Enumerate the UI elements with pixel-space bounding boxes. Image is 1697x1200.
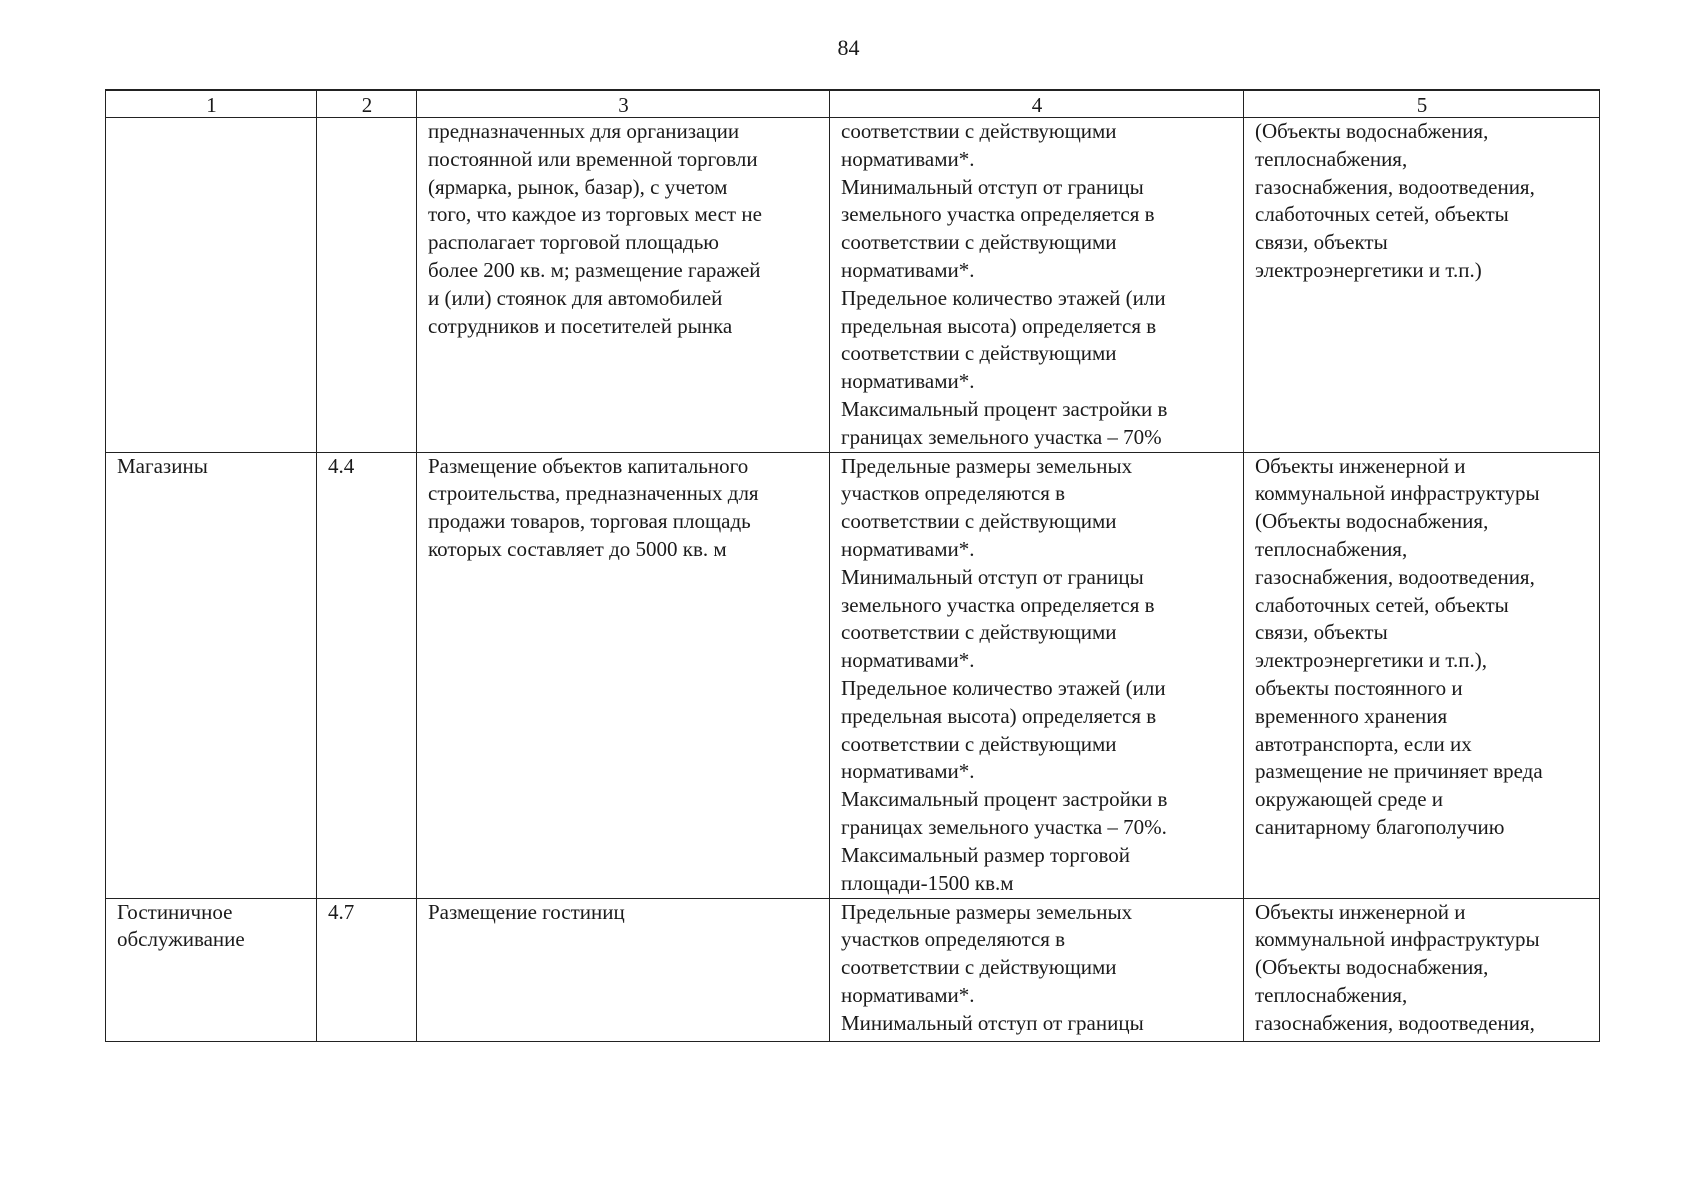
column-header-5: 5 [1244, 90, 1600, 118]
table-row-shops [106, 452, 1600, 898]
column-header-4: 4 [830, 90, 1244, 118]
cell-use-description: Размещение гостиниц [417, 898, 830, 1041]
cell-use-code [317, 118, 417, 453]
cell-use-name: Гостиничное обслуживание [106, 898, 317, 1041]
cell-auxiliary-uses: Объекты инженерной и коммунальной инфраструктуры (Объекты водоснабжения, теплоснабжения, газоснабжения, водоотведения, [1244, 898, 1600, 1041]
land-use-table [105, 89, 1600, 1042]
column-header-2: 2 [317, 90, 417, 118]
column-header-1: 1 [106, 90, 317, 118]
table-row-hotel-services [106, 898, 1600, 1041]
cell-parameters: соответствии с действующими нормативами*. Минимальный отступ от границы земельного участка определяется в соответствии с действующими нормативами*. Предельное количество этажей (или предельная высота) определяется в соответствии с действующими нормативами*. Максимальный процент застройки в границах земельного участка – 70% [830, 118, 1244, 453]
page-number: 84 [837, 35, 860, 60]
cell-auxiliary-uses: Объекты инженерной и коммунальной инфраструктуры (Объекты водоснабжения, теплоснабжения, газоснабжения, водоотведения, слаботочных сетей, объекты связи, объекты электроэнергетики и т.п.), объекты постоянного и временного хранения автотранспорта, если их размещение не причиняет вреда окружающей среде и санитарному благополучию [1244, 452, 1600, 898]
cell-use-code: 4.7 [317, 898, 417, 1041]
cell-use-description: Размещение объектов капитального строительства, предназначенных для продажи товаров, торговая площадь которых составляет до 5000 кв. м [417, 452, 830, 898]
cell-use-name [106, 118, 317, 453]
table-header-row [106, 90, 1600, 118]
cell-use-code: 4.4 [317, 452, 417, 898]
cell-auxiliary-uses: (Объекты водоснабжения, теплоснабжения, газоснабжения, водоотведения, слаботочных сетей, объекты связи, объекты электроэнергетики и т.п.) [1244, 118, 1600, 453]
cell-parameters: Предельные размеры земельных участков определяются в соответствии с действующими нормативами*. Минимальный отступ от границы земельного участка определяется в соответствии с действующими нормативами*. Предельное количество этажей (или предельная высота) определяется в соответствии с действующими нормативами*. Максимальный процент застройки в границах земельного участка – 70%. Максимальный размер торговой площади-1500 кв.м [830, 452, 1244, 898]
cell-use-description: предназначенных для организации постоянной или временной торговли (ярмарка, рынок, базар), с учетом того, что каждое из торговых мест не располагает торговой площадью более 200 кв. м; размещение гаражей и (или) стоянок для автомобилей сотрудников и посетителей рынка [417, 118, 830, 453]
column-header-3: 3 [417, 90, 830, 118]
table-row-market-continuation [106, 118, 1600, 453]
cell-use-name: Магазины [106, 452, 317, 898]
cell-parameters: Предельные размеры земельных участков определяются в соответствии с действующими нормативами*. Минимальный отступ от границы [830, 898, 1244, 1041]
